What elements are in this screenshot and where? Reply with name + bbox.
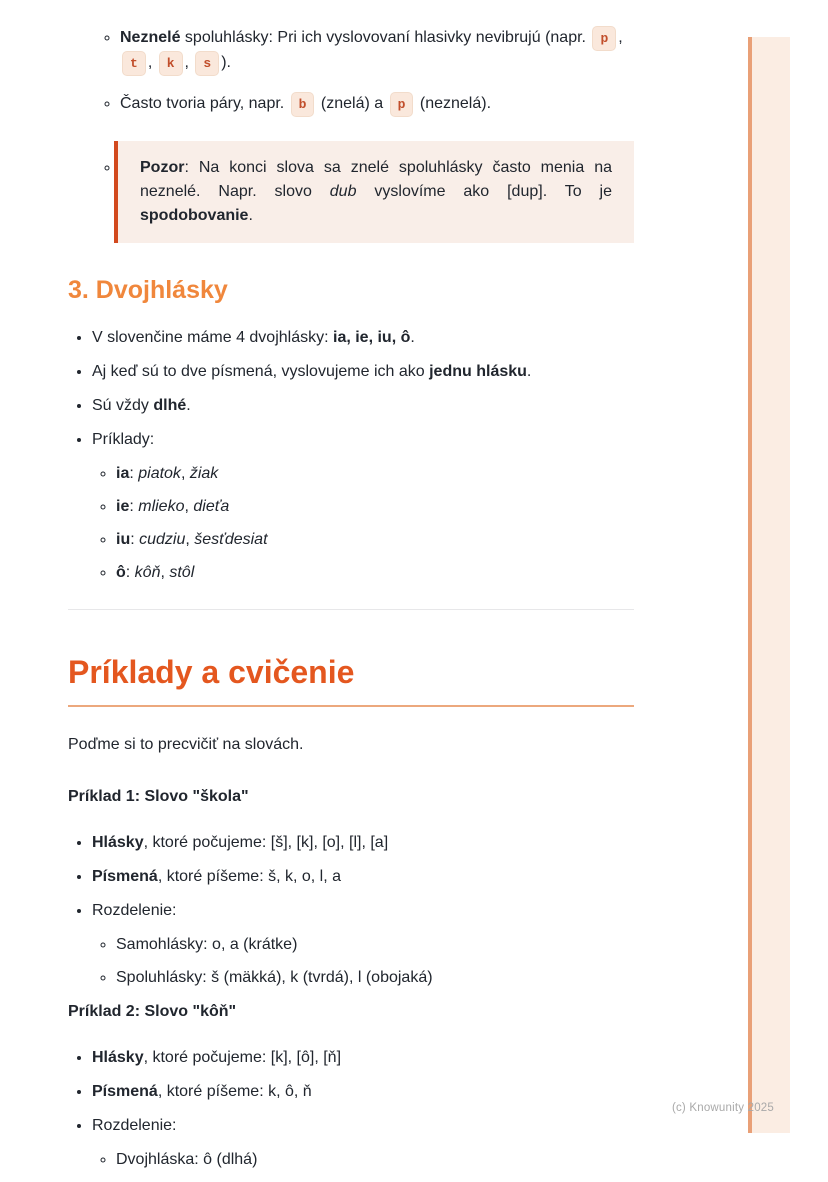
next-page-edge-strip [748, 37, 790, 1133]
list-item: ◦ ia: piatok, žiak [116, 462, 634, 486]
list-item: • Aj keď sú to dve písmená, vyslovujeme ich ako jednu hlásku. [92, 360, 634, 384]
list-item: • Príklady: ◦ ia: piatok, žiak ◦ ie: mlieko, dieťa ◦ iu: cudziu, šesťdesiat ◦ ô: kôň, stôl [92, 428, 634, 585]
code-chip: p [592, 26, 616, 51]
list-item [120, 141, 634, 243]
list-item: • Písmená, ktoré píšeme: k, ô, ň [92, 1080, 634, 1104]
warning-callout: ◦ Pozor: Na konci slova sa znelé spoluhlásky často menia na neznelé. Napr. slovo dub vyslovíme ako [dup]. To je spodobovanie. [114, 141, 634, 243]
code-chip: s [195, 51, 219, 76]
list-item: ◦ Dvojhláska: ô (dlhá) [116, 1148, 634, 1172]
page-heading-exercises: Príklady a cvičenie [68, 654, 634, 707]
nested-list [92, 462, 634, 585]
example2-list [68, 1046, 634, 1172]
list-item: • V slovenčine máme 4 dvojhlásky: ia, ie, iu, ô. [92, 326, 634, 350]
nested-list [92, 1148, 634, 1172]
example1-list [68, 831, 634, 990]
copyright-footer: (c) Knowunity 2025 [671, 1102, 774, 1114]
list-item: ◦ Samohlásky: o, a (krátke) [116, 933, 634, 957]
diphthongs-list [68, 326, 634, 585]
list-item: • Rozdelenie: ◦ Samohlásky: o, a (krátke) ◦ Spoluhlásky: š (mäkká), k (tvrdá), l (obojaká) [92, 899, 634, 990]
list-item: ◦ Spoluhlásky: š (mäkká), k (tvrdá), l (obojaká) [116, 966, 634, 990]
list-item: • Hlásky, ktoré počujeme: [k], [ô], [ň] [92, 1046, 634, 1070]
example1-title: Príklad 1: Slovo "škola" [68, 788, 249, 806]
list-item: • Hlásky, ktoré počujeme: [š], [k], [o], [l], [a] [92, 831, 634, 855]
section-heading-dvojhlasky: 3. Dvojhlásky [68, 276, 228, 304]
list-item: • Sú vždy dlhé. [92, 394, 634, 418]
nested-list [92, 933, 634, 990]
exercise-intro-text: Poďme si to precvičiť na slovách. [68, 736, 304, 754]
list-item: ◦ iu: cudziu, šesťdesiat [116, 528, 634, 552]
unvoiced-consonants-list [68, 26, 634, 243]
list-item: ◦ Neznelé spoluhlásky: Pri ich vyslovovaní hlasivky nevibrujú (napr. p , t , k , s ). [120, 26, 634, 76]
list-item: ◦ ô: kôň, stôl [116, 561, 634, 585]
list-item: • Písmená, ktoré píšeme: š, k, o, l, a [92, 865, 634, 889]
example2-title: Príklad 2: Slovo "kôň" [68, 1003, 237, 1021]
section-divider [68, 609, 634, 610]
list-item: ◦ Často tvoria páry, napr. b (znelá) a p (neznelá). [120, 92, 634, 117]
list-item: • Rozdelenie: ◦ Dvojhláska: ô (dlhá) [92, 1114, 634, 1172]
document-content [68, 0, 634, 1182]
code-chip: b [291, 92, 315, 117]
code-chip: p [390, 92, 414, 117]
list-item: ◦ ie: mlieko, dieťa [116, 495, 634, 519]
code-chip: k [159, 51, 183, 76]
code-chip: t [122, 51, 146, 76]
